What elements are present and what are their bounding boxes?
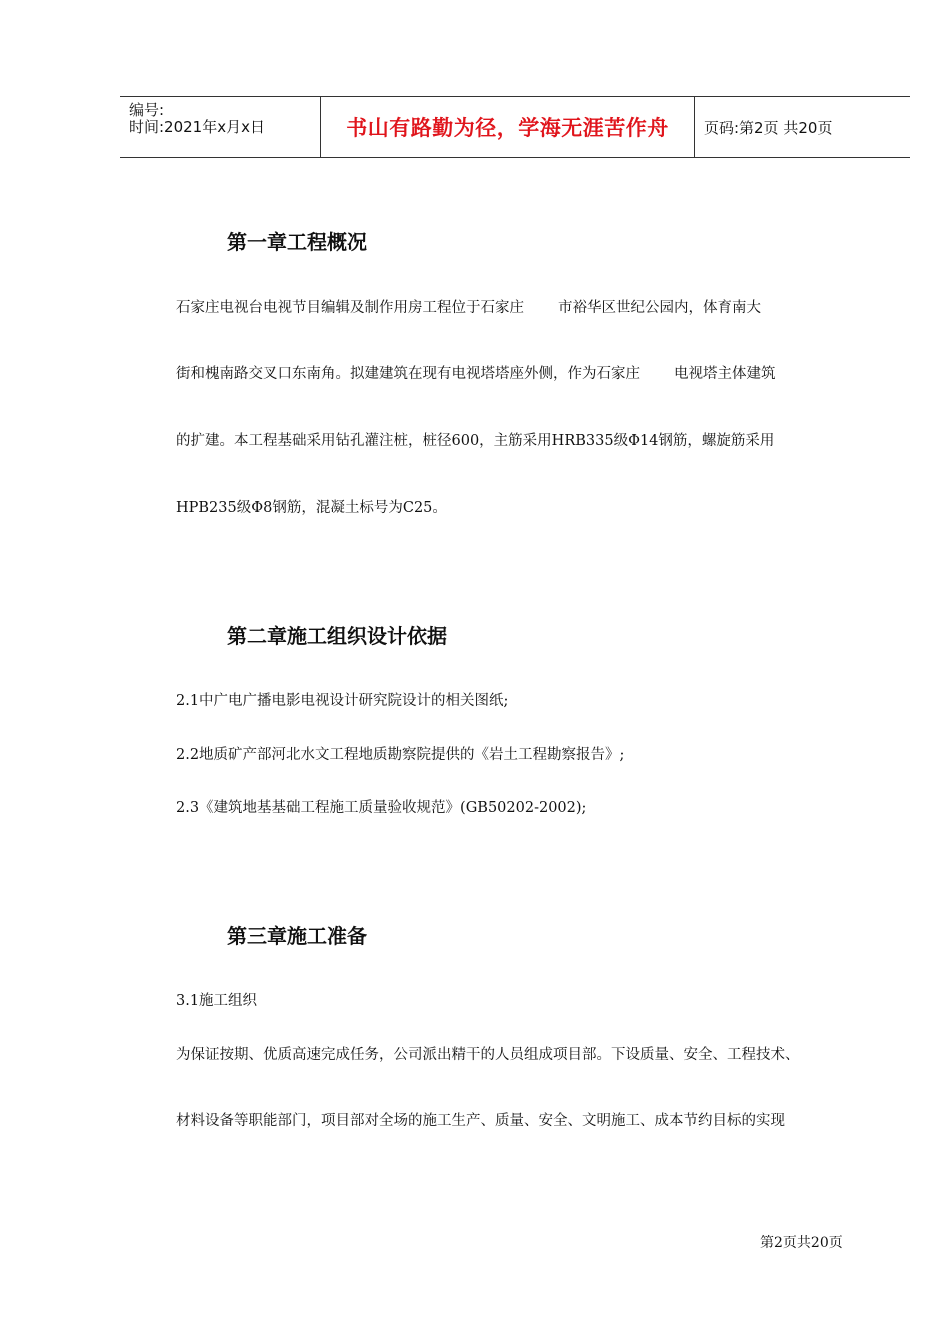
chapter-1-line-2 xyxy=(176,362,776,383)
chapter-1-title: 第一章工程概况 xyxy=(227,230,367,254)
chapter-2-item-2: 2.2地质矿产部河北水文工程地质勘察院提供的《岩土工程勘察报告》; xyxy=(176,747,625,763)
header-motto-cell xyxy=(321,97,695,157)
chapter-1-line-2-part-2: 电视塔主体建筑 xyxy=(674,366,776,382)
chapter-1-line-1-part-1: 石家庄电视台电视节目编辑及制作用房工程位于石家庄 xyxy=(176,300,524,316)
chapter-1-line-2-part-1: 街和槐南路交叉口东南角。拟建建筑在现有电视塔塔座外侧，作为石家庄 xyxy=(176,366,640,382)
chapter-3-line-2: 材料设备等职能部门，项目部对全场的施工生产、质量、安全、文明施工、成本节约目标的实现 xyxy=(176,1113,785,1129)
chapter-1-line-3: 的扩建。本工程基础采用钻孔灌注桩，桩径600，主筋采用HRB335级Φ14钢筋，螺旋筋采用 xyxy=(176,433,775,449)
chapter-1-line-1 xyxy=(176,296,761,317)
chapter-1-line-1-part-2: 市裕华区世纪公园内，体育南大 xyxy=(558,300,761,316)
chapter-2-item-1: 2.1中广电广播电影电视设计研究院设计的相关图纸; xyxy=(176,693,509,709)
serial-label: 编号: xyxy=(129,101,165,119)
chapter-3-title: 第三章施工准备 xyxy=(227,924,367,948)
chapter-1-line-4: HPB235级Φ8钢筋，混凝土标号为C25。 xyxy=(176,500,447,516)
motto-text: 书山有路勤为径，学海无涯苦作舟 xyxy=(346,116,669,140)
section-3-1-heading: 3.1施工组织 xyxy=(176,993,258,1009)
chapter-2-item-3: 2.3《建筑地基基础工程施工质量验收规范》(GB50202-2002); xyxy=(176,800,587,816)
time-label: 时间:2021年x月x日 xyxy=(129,118,265,136)
page-footer-number: 第2页共20页 xyxy=(760,1235,843,1251)
header-meta-cell xyxy=(120,97,321,157)
chapter-3-line-1: 为保证按期、优质高速完成任务，公司派出精干的人员组成项目部。下设质量、安全、工程技术、 xyxy=(176,1047,800,1063)
header-page-cell xyxy=(695,97,910,157)
page-header xyxy=(120,96,910,158)
page-number-label: 页码:第2页 共20页 xyxy=(704,118,833,137)
chapter-2-title: 第二章施工组织设计依据 xyxy=(227,624,447,648)
